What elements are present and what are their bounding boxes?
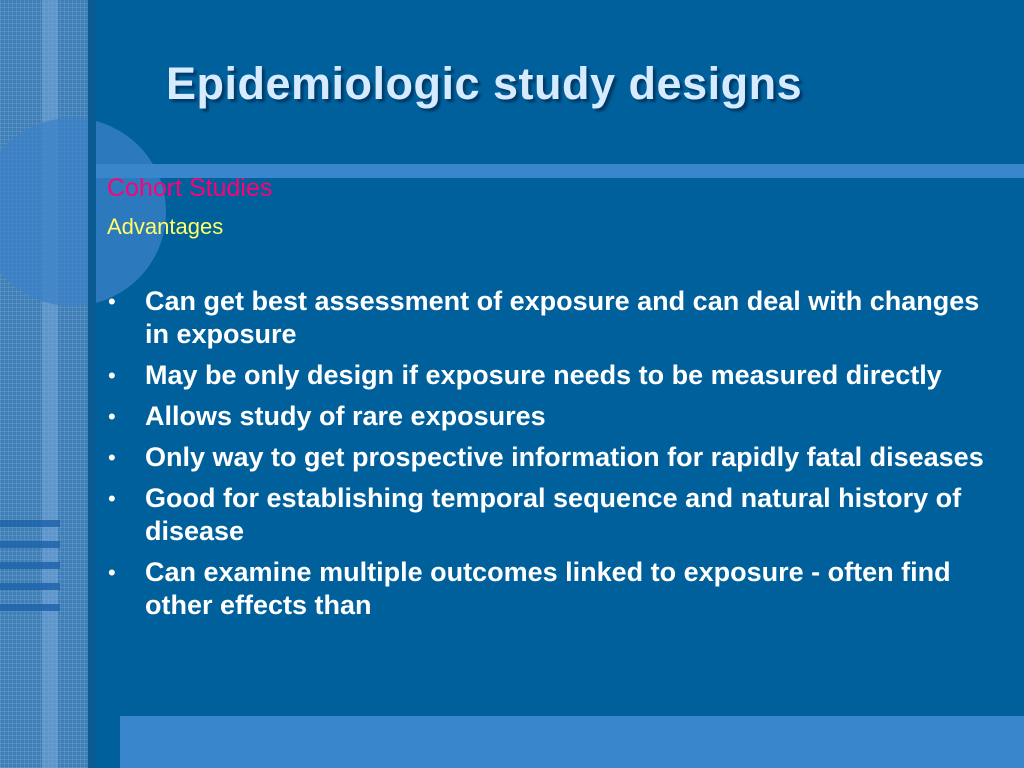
bullet-icon: • <box>108 560 116 585</box>
strip-vertical-bar <box>42 0 58 768</box>
bullet-icon: • <box>108 289 116 314</box>
bullet-item <box>108 359 1008 392</box>
stripe <box>0 583 60 590</box>
bullet-icon: • <box>108 445 116 470</box>
subsection-heading: Advantages <box>107 214 224 239</box>
bullet-item <box>108 441 1008 474</box>
bullet-text: Good for establishing temporal sequence and natural history of disease <box>145 483 962 546</box>
stripe <box>0 562 60 569</box>
strip-edge <box>88 0 96 768</box>
bullet-text: May be only design if exposure needs to be measured directly <box>145 360 942 390</box>
bullet-icon: • <box>108 363 116 388</box>
bottom-decorative-bar <box>120 716 1024 768</box>
stripe <box>0 541 60 548</box>
slide-title: Epidemiologic study designs <box>166 58 803 109</box>
decorative-stripes <box>0 520 60 630</box>
bullet-text: Allows study of rare exposures <box>145 401 546 431</box>
decorative-circle <box>0 118 166 306</box>
bullet-icon: • <box>108 486 116 511</box>
bullet-icon: • <box>108 404 116 429</box>
section-heading: Cohort Studies <box>107 174 273 202</box>
bullet-item <box>108 400 1008 433</box>
bullet-list <box>108 285 1008 630</box>
bullet-text: Only way to get prospective information for rapidly fatal diseases <box>145 442 984 472</box>
bullet-item <box>108 285 1008 351</box>
bullet-item <box>108 556 1008 622</box>
stripe <box>0 604 60 611</box>
bullet-text: Can get best assessment of exposure and can deal with changes in exposure <box>145 286 980 349</box>
bullet-text: Can examine multiple outcomes linked to exposure - often find other effects than <box>145 557 951 620</box>
bullet-item <box>108 482 1008 548</box>
stripe <box>0 520 60 527</box>
left-decorative-strip <box>0 0 88 768</box>
